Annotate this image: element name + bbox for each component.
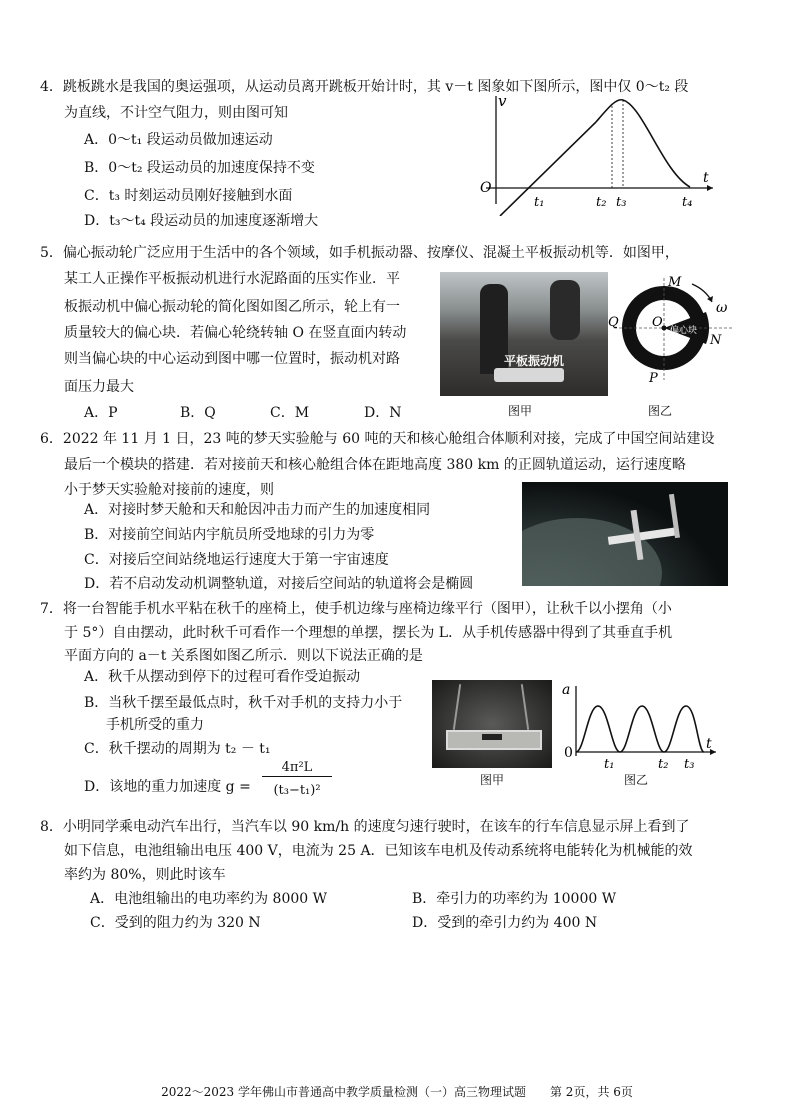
point-n-label: N: [710, 333, 722, 348]
q7-option-c: C．秋千摆动的周期为 t₂ － t₁: [84, 741, 271, 757]
page-footer: 2022～2023 学年佛山市普通高中教学质量检测（一）高三物理试题 第 2页，共 6页: [161, 1085, 633, 1099]
q7-option-d: D．该地的重力加速度 g =: [84, 779, 251, 795]
omega-label: ω: [716, 300, 728, 316]
t2-label: t₂: [596, 195, 607, 210]
q5-stem-line6: 面压力最大: [64, 379, 134, 395]
point-m-label: M: [668, 275, 682, 290]
t3-label: t₃: [616, 195, 627, 210]
q5-option-c: C．M: [270, 405, 310, 421]
t2-label: t₂: [658, 757, 669, 770]
t4-label: t₄: [682, 195, 693, 210]
space-station-photo: [522, 482, 728, 586]
formula-denominator: (t₃−t₁)²: [273, 783, 321, 798]
q7-at-graph: [556, 680, 726, 770]
q6-option-c: C．对接后空间站绕地运行速度大于第一宇宙速度: [84, 552, 389, 568]
worker-silhouette: [550, 280, 580, 340]
q8-option-a: A．电池组输出的电功率约为 8000 W: [90, 891, 328, 907]
q7-stem-line3: 平面方向的 a－t 关系图如图乙所示．则以下说法正确的是: [64, 648, 423, 664]
q6-option-b: B．对接前空间站内宇航员所受地球的引力为零: [84, 527, 375, 543]
q5-stem-line3: 板振动机中偏心振动轮的简化图如图乙所示，轮上有一: [64, 299, 400, 315]
q4-option-b: B．0～t₂ 段运动员的加速度保持不变: [84, 160, 315, 176]
q8-option-d: D．受到的牵引力约为 400 N: [412, 915, 598, 931]
q5-stem-line5: 则当偏心块的中心运动到图中哪一位置时，振动机对路: [64, 351, 400, 367]
q6-stem-line3: 小于梦天实验舱对接前的速度，则: [64, 482, 274, 498]
q4-option-a: A．0～t₁ 段运动员做加速运动: [84, 132, 273, 148]
q8-option-c: C．受到的阻力约为 320 N: [90, 915, 261, 931]
swing-seat: [446, 730, 542, 750]
origin-label: O: [480, 180, 492, 196]
phone-on-seat: [482, 734, 502, 740]
block-label: 偏心块: [670, 326, 698, 336]
a-label: a: [562, 682, 571, 698]
center-o-label: O: [652, 315, 663, 330]
t1-label: t₁: [604, 757, 615, 770]
swing-photo: [432, 680, 552, 768]
swing-rope: [521, 684, 529, 730]
q5-stem-line1: 5．偏心振动轮广泛应用于生活中的各个领域，如手机振动器、按摩仪、混凝土平板振动机等．如图甲，: [40, 245, 679, 261]
origin-label: 0: [564, 745, 573, 761]
vibrator-photo: [440, 272, 608, 396]
q8-stem-line3: 率约为 80%，则此时该车: [64, 867, 226, 883]
q8-stem-line1: 8．小明同学乘电动汽车出行，当汽车以 90 km/h 的速度匀速行驶时，在该车的行车信息显示屏上看到了: [40, 819, 690, 835]
vt-curve: [596, 100, 690, 187]
q8-stem-line2: 如下信息，电池组输出电压 400 V，电流为 25 A．已知该车电机及传动系统将电能转化为机械能的效: [64, 843, 693, 859]
point-p-label: P: [649, 371, 658, 386]
q4-stem-line1: 4．跳板跳水是我国的奥运强项，从运动员离开跳板开始计时，其 v－t 图象如下图所示，图中仅 0～t₂ 段: [40, 79, 689, 95]
q5-wheel-diagram: [604, 272, 744, 394]
swing-rope: [453, 684, 461, 730]
q5-fig-a-caption: 图甲: [508, 404, 533, 418]
q8-option-b: B．牵引力的功率约为 10000 W: [412, 891, 617, 907]
q7-option-a: A．秋千从摆动到停下的过程可看作受迫振动: [84, 669, 361, 685]
at-curve: [576, 706, 704, 752]
q4-vt-graph: [478, 92, 718, 216]
q5-stem-line2: 某工人正操作平板振动机进行水泥路面的压实作业．平: [64, 271, 400, 287]
v-label: v: [498, 92, 507, 110]
q7-stem-line1: 7．将一台智能手机水平粘在秋千的座椅上，使手机边缘与座椅边缘平行（图甲），让秋千以小摆角（小: [40, 601, 672, 617]
t3-label: t₃: [684, 757, 695, 770]
formula-numerator: 4π²L: [262, 760, 332, 777]
q7-option-b-cont: 手机所受的重力: [106, 717, 204, 733]
q5-stem-line4: 质量较大的偏心块．若偏心轮绕转轴 O 在竖直面内转动: [64, 325, 407, 341]
q5-option-d: D．N: [364, 405, 402, 421]
q7-fig-b-caption: 图乙: [624, 773, 649, 787]
q6-option-d: D．若不启动发动机调整轨道，对接后空间站的轨道将会是椭圆: [84, 576, 474, 592]
q4-option-d: D．t₃～t₄ 段运动员的加速度逐渐增大: [84, 213, 319, 229]
q5-option-b: B．Q: [180, 405, 216, 421]
rotation-arrow-head: [707, 296, 713, 302]
machine-label: 平板振动机: [504, 354, 565, 368]
t-label: t: [706, 736, 712, 752]
q6-stem-line2: 最后一个模块的搭建．若对接前天和核心舱组合体在距地高度 380 km 的正圆轨道运动，运行速度略: [64, 457, 686, 473]
machine-shape: [494, 368, 564, 382]
q5-option-a: A．P: [84, 405, 118, 421]
q5-fig-b-caption: 图乙: [648, 404, 673, 418]
q7-option-b: B．当秋千摆至最低点时，秋千对手机的支持力小于: [84, 695, 403, 711]
point-q-label: Q: [608, 315, 619, 330]
q6-stem-line1: 6．2022 年 11 月 1 日，23 吨的梦天实验舱与 60 吨的天和核心舱组合体顺利对接，完成了中国空间站建设: [40, 431, 715, 447]
vt-line-segment: [500, 122, 596, 216]
q4-option-c: C．t₃ 时刻运动员刚好接触到水面: [84, 188, 293, 204]
t-label: t: [703, 170, 709, 186]
q6-option-a: A．对接时梦天舱和天和舱因冲击力而产生的加速度相同: [84, 502, 431, 518]
q7-fig-a-caption: 图甲: [480, 773, 505, 787]
q7-stem-line2: 于 5°）自由摆动，此时秋千可看作一个理想的单摆，摆长为 L．从手机传感器中得到了其垂直手机: [64, 625, 673, 641]
t1-label: t₁: [534, 195, 545, 210]
q4-stem-line2: 为直线，不计空气阻力，则由图可知: [64, 105, 288, 121]
